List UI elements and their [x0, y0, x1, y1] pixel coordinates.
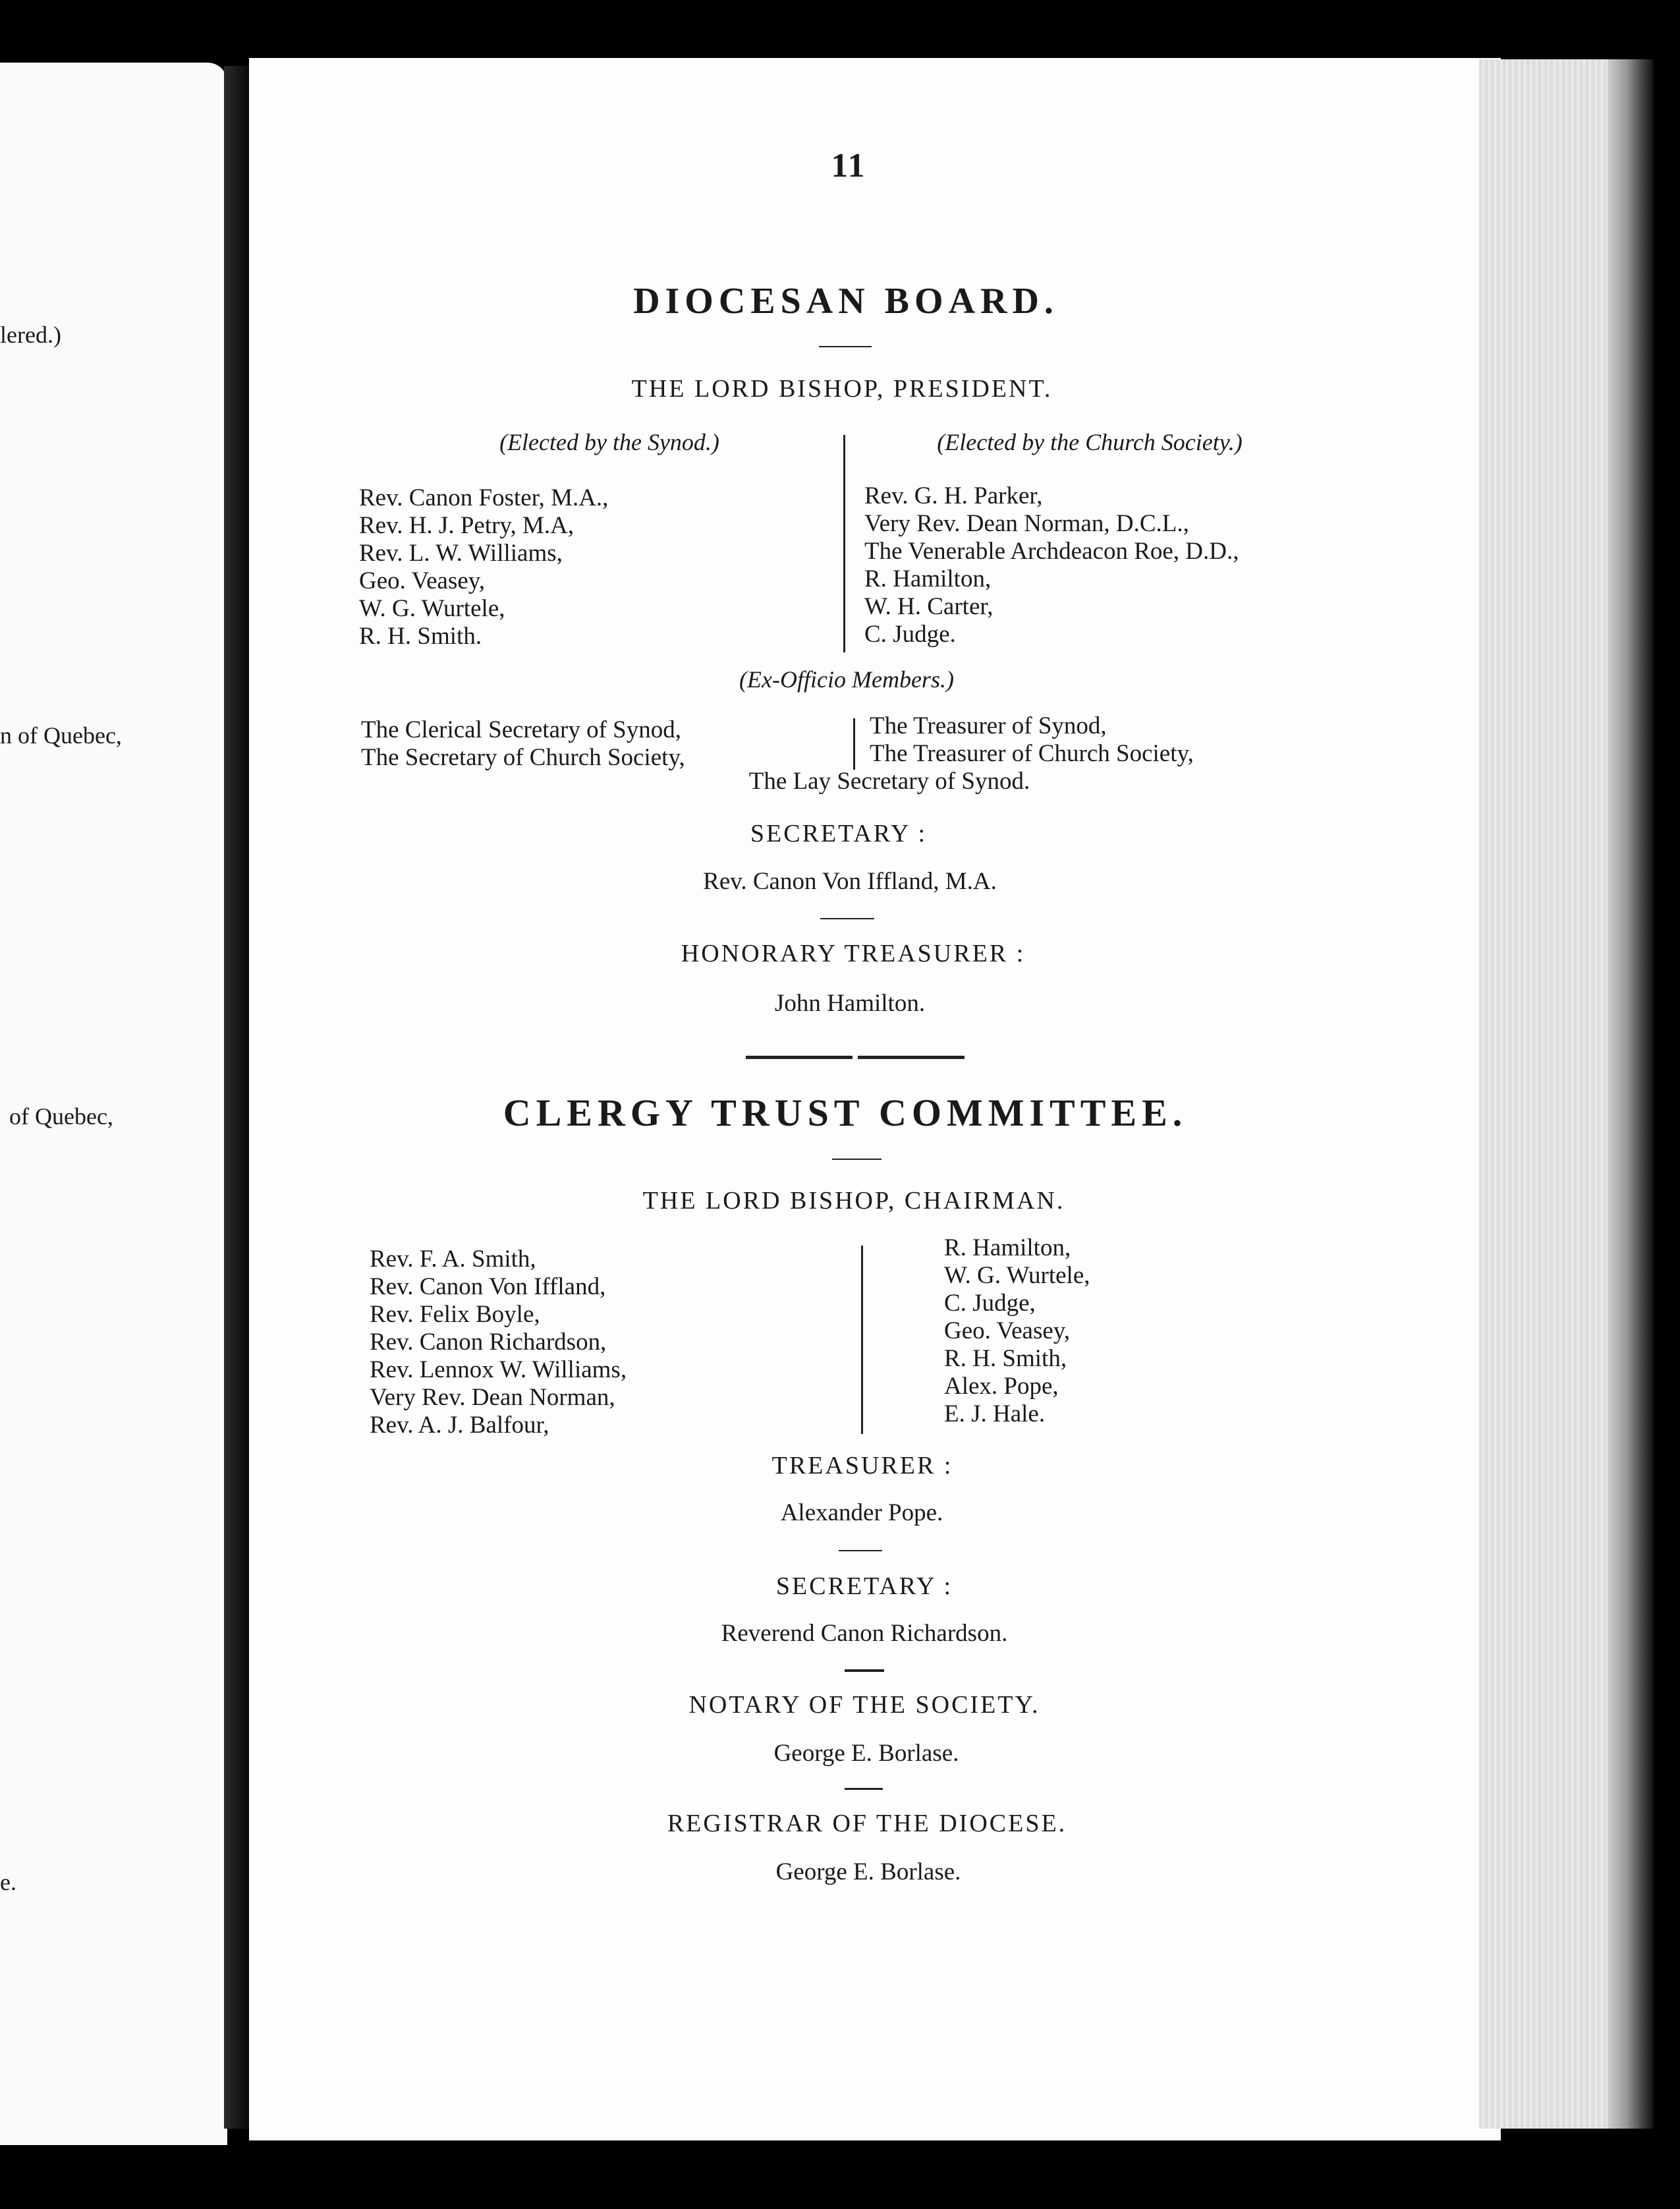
member-name: R. Hamilton, [864, 565, 992, 592]
member-name: The Treasurer of Church Society, [870, 740, 1194, 767]
member-name: Rev. A. J. Balfour, [370, 1412, 549, 1439]
clergy-trust-chairman: THE LORD BISHOP, CHAIRMAN. [642, 1187, 1065, 1215]
column-divider [843, 435, 845, 652]
honorary-treasurer-label: HONORARY TREASURER : [681, 940, 1026, 967]
ex-officio-right-list [870, 712, 1194, 768]
page-number: 11 [831, 147, 866, 185]
left-fragment: n of Quebec, [0, 722, 122, 749]
divider [845, 1788, 883, 1790]
divider [820, 918, 874, 919]
divider [832, 1159, 882, 1160]
member-name: Rev. Canon Foster, M.A., [359, 484, 609, 511]
member-name: W. G. Wurtele, [359, 595, 505, 622]
left-fragment: of Quebec, [9, 1103, 113, 1130]
divider [819, 346, 872, 347]
member-name: Rev. L. W. Williams, [359, 540, 563, 567]
left-page [0, 63, 227, 2145]
member-name: C. Judge. [864, 621, 956, 648]
member-name: Rev. Canon Richardson, [370, 1329, 607, 1356]
registrar-label: REGISTRAR OF THE DIOCESE. [667, 1810, 1067, 1837]
diocesan-secretary-label: SECRETARY : [750, 820, 928, 847]
honorary-treasurer-name: John Hamilton. [774, 990, 926, 1017]
section-divider [746, 1056, 853, 1059]
diocesan-board-title: DIOCESAN BOARD. [633, 281, 1059, 322]
registrar-name: George E. Borlase. [775, 1858, 961, 1885]
member-name: Rev. F. A. Smith, [370, 1246, 536, 1273]
column-divider [861, 1246, 863, 1434]
committee-treasurer-label: TREASURER : [771, 1452, 953, 1479]
page-edges-shadow [1608, 59, 1654, 2129]
ex-officio-caption: (Ex-Officio Members.) [739, 666, 954, 693]
member-name: C. Judge, [944, 1290, 1036, 1317]
elected-by-synod-caption: (Elected by the Synod.) [499, 429, 719, 455]
notary-name: George E. Borlase. [773, 1740, 959, 1767]
clergy-trust-title: CLERGY TRUST COMMITTEE. [503, 1091, 1188, 1134]
member-name: Geo. Veasey, [944, 1317, 1071, 1344]
member-name: Rev. Lennox W. Williams, [370, 1356, 627, 1383]
column-divider [853, 718, 855, 770]
member-name: The Clerical Secretary of Synod, [361, 716, 681, 743]
committee-secretary-name: Reverend Canon Richardson. [721, 1620, 1008, 1647]
member-name: Rev. Felix Boyle, [370, 1301, 540, 1328]
left-fragment: e. [0, 1869, 16, 1895]
member-name: Very Rev. Dean Norman, [370, 1384, 615, 1411]
member-name: R. H. Smith, [944, 1345, 1067, 1372]
diocesan-secretary-name: Rev. Canon Von Iffland, M.A. [703, 868, 997, 895]
committee-treasurer-name: Alexander Pope. [780, 1499, 943, 1526]
committee-right-list [944, 1234, 1090, 1428]
divider [845, 1669, 884, 1672]
member-name: W. H. Carter, [864, 593, 994, 620]
member-name: The Venerable Archdeacon Roe, D.D., [864, 538, 1239, 565]
member-name: W. G. Wurtele, [944, 1262, 1090, 1289]
member-name: Rev. Canon Von Iffland, [370, 1273, 606, 1300]
committee-left-list [370, 1246, 627, 1439]
left-fragment: lered.) [0, 322, 61, 348]
member-name: Geo. Veasey, [359, 567, 486, 594]
section-divider [858, 1056, 965, 1059]
member-name: R. H. Smith. [359, 623, 482, 650]
ex-officio-center-member: The Lay Secretary of Synod. [748, 768, 1030, 795]
member-name: The Treasurer of Synod, [870, 712, 1107, 739]
member-name: R. Hamilton, [944, 1234, 1071, 1261]
diocesan-board-president: THE LORD BISHOP, PRESIDENT. [631, 375, 1053, 403]
ex-officio-left-list [361, 716, 685, 772]
synod-members-list [359, 484, 608, 650]
member-name: Very Rev. Dean Norman, D.C.L., [864, 510, 1189, 537]
member-name: Alex. Pope, [944, 1373, 1059, 1400]
committee-secretary-label: SECRETARY : [775, 1572, 953, 1600]
divider [839, 1550, 882, 1551]
member-name: Rev. H. J. Petry, M.A, [359, 512, 574, 539]
member-name: The Secretary of Church Society, [361, 744, 685, 771]
elected-by-society-caption: (Elected by the Church Society.) [937, 429, 1243, 455]
member-name: Rev. G. H. Parker, [864, 482, 1043, 509]
society-members-list [864, 482, 1239, 648]
member-name: E. J. Hale. [944, 1400, 1046, 1427]
notary-label: NOTARY OF THE SOCIETY. [688, 1691, 1040, 1719]
